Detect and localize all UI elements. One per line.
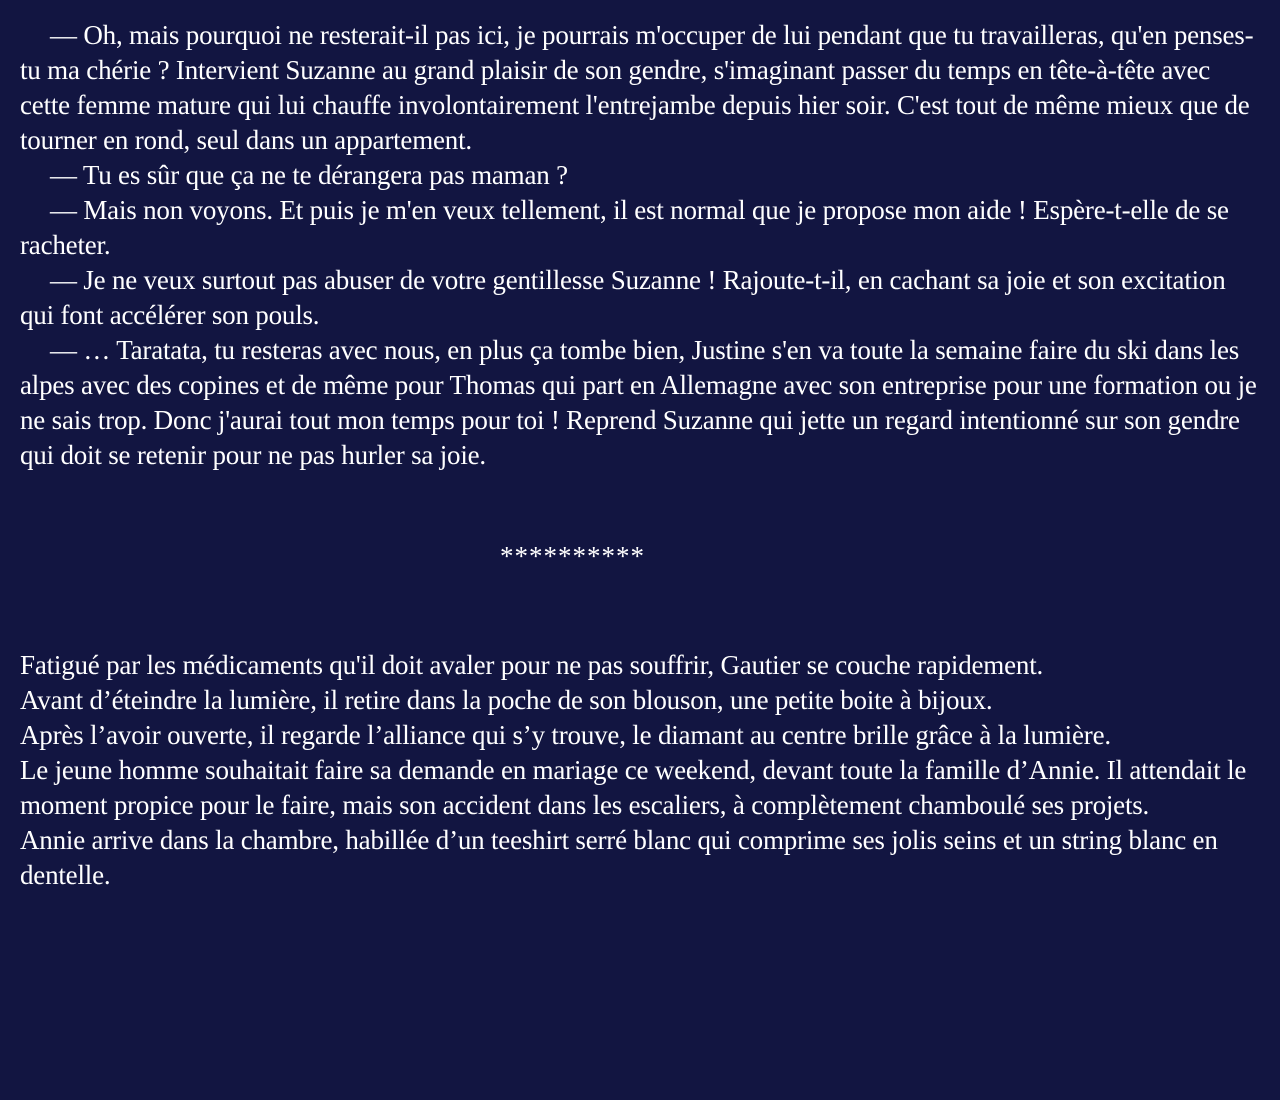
dialogue-paragraph: — Oh, mais pourquoi ne resterait-il pas ici, je pourrais m'occuper de lui pendant que tu travailleras, qu'en penses-tu ma chérie ? Intervient Suzanne au grand plaisir de son gendre, s'imaginant passer du temps en tête-à-tête avec cette femme mature qui lui chauffe involontairement l'entrejambe depuis hier soir. C'est tout de même mieux que de tourner en rond, seul dans un appartement. [20,20,1254,155]
narrative-paragraph: Le jeune homme souhaitait faire sa demande en mariage ce weekend, devant toute la famille d’Annie. Il attendait le moment propice pour le faire, mais son accident dans les escaliers, à complètement chamboulé ses projets. [20,755,1247,820]
dialogue-section [20,18,1260,473]
dialogue-paragraph: — … Taratata, tu resteras avec nous, en plus ça tombe bien, Justine s'en va toute la semaine faire du ski dans les alpes avec des copines et de même pour Thomas qui part en Allemagne avec son entreprise pour une formation ou je ne sais trop. Donc j'aurai tout mon temps pour toi ! Reprend Suzanne qui jette un regard intentionné sur son gendre qui doit se retenir pour ne pas hurler sa joie. [20,335,1257,470]
dialogue-paragraph: — Mais non voyons. Et puis je m'en veux tellement, il est normal que je propose mon aide ! Espère-t-elle de se racheter. [20,195,1229,260]
narrative-paragraph: Fatigué par les médicaments qu'il doit avaler pour ne pas souffrir, Gautier se couche rapidement. [20,650,1044,680]
narrative-paragraph: Annie arrive dans la chambre, habillée d’un teeshirt serré blanc qui comprime ses jolis seins et un string blanc en dentelle. [20,825,1218,890]
dialogue-paragraph: — Je ne veux surtout pas abuser de votre gentillesse Suzanne ! Rajoute-t-il, en cachant sa joie et son excitation qui font accélérer son pouls. [20,265,1226,330]
dialogue-paragraph: — Tu es sûr que ça ne te dérangera pas maman ? [50,160,568,190]
narrative-paragraph: Avant d’éteindre la lumière, il retire dans la poche de son blouson, une petite boite à bijoux. [20,685,993,715]
narrative-section [20,648,1260,893]
narrative-paragraph: Après l’avoir ouverte, il regarde l’alliance qui s’y trouve, le diamant au centre brille grâce à la lumière. [20,720,1111,750]
section-separator: ********** [500,541,645,571]
